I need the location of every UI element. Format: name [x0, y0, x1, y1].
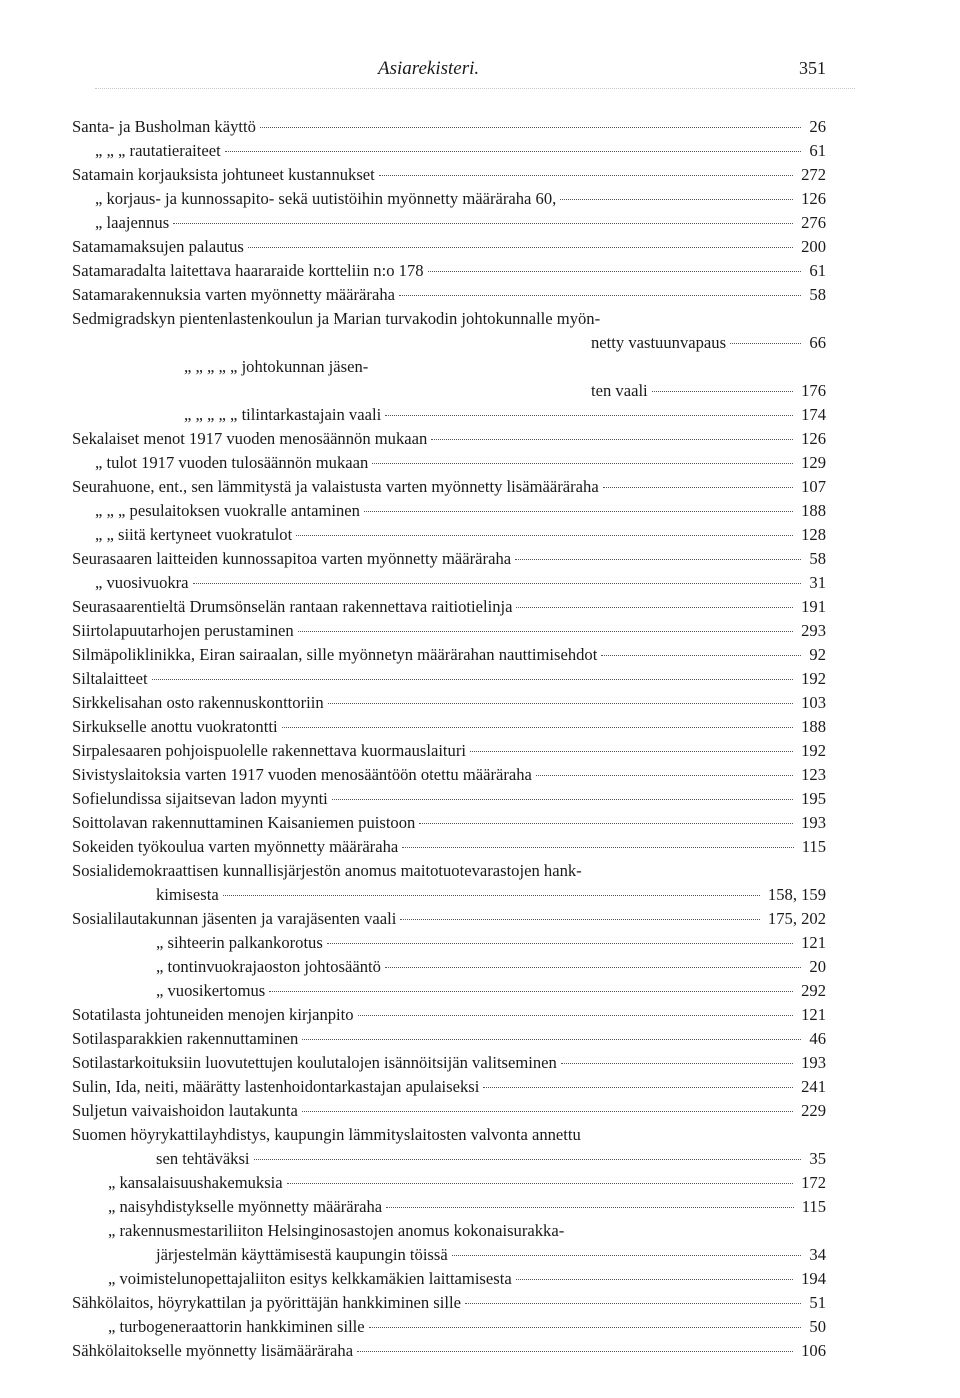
index-entry [72, 1292, 826, 1314]
index-entry [72, 908, 826, 930]
dot-leader [399, 295, 801, 296]
dot-leader [298, 631, 793, 632]
index-entry [95, 188, 826, 210]
dot-leader [470, 751, 793, 752]
index-entry [72, 1028, 826, 1050]
entry-text: Sedmigradskyn pientenlastenkoulun ja Marian turvakodin johtokunnalle myön- [72, 309, 601, 328]
index-entry [72, 716, 826, 738]
dot-leader [516, 607, 793, 608]
index-entry [95, 140, 826, 162]
index-entry [72, 1052, 826, 1074]
dot-leader [328, 703, 793, 704]
dot-leader [296, 535, 793, 536]
entry-text: Sulin, Ida, neiti, määrätty lastenhoidontarkastajan apulaiseksi [72, 1077, 480, 1096]
entry-page: 66 [809, 333, 826, 352]
entry-text: Siirtolapuutarhojen perustaminen [72, 621, 294, 640]
entry-page: 272 [801, 165, 826, 184]
entry-text: „ „ „ „ „ johtokunnan jäsen- [184, 357, 369, 376]
index-entry [72, 236, 826, 258]
dot-leader [419, 823, 793, 824]
dot-leader [536, 775, 793, 776]
entry-text: Seurasaarentieltä Drumsönselän rantaan rakennettava raitiotielinja [72, 597, 513, 616]
dot-leader [369, 1327, 802, 1328]
dot-leader [515, 559, 801, 560]
index-entry [72, 860, 826, 882]
dot-leader [364, 511, 793, 512]
entry-page: 193 [801, 813, 826, 832]
dot-leader [652, 391, 793, 392]
entry-text: Satamain korjauksista johtuneet kustannukset [72, 165, 375, 184]
dot-leader [452, 1255, 802, 1256]
dot-leader [428, 271, 802, 272]
index-entry [156, 956, 826, 978]
entry-text: Sotilasparakkien rakennuttaminen [72, 1029, 299, 1048]
entry-page: 129 [801, 453, 826, 472]
index-entry [72, 1076, 826, 1098]
entry-text: „ „ „ rautatieraiteet [95, 141, 221, 160]
entry-page: 92 [809, 645, 826, 664]
entry-text: Sotatilasta johtuneiden menojen kirjanpito [72, 1005, 354, 1024]
index-entry [72, 692, 826, 714]
entry-page: 20 [809, 957, 826, 976]
entry-page: 191 [801, 597, 826, 616]
entry-text: Santa- ja Busholman käyttö [72, 117, 256, 136]
entry-text: kimisesta [156, 885, 219, 904]
entry-text: Sähkölaitokselle myönnetty lisämääräraha [72, 1341, 354, 1360]
dot-leader [193, 583, 802, 584]
entry-page: 241 [801, 1077, 826, 1096]
entry-text: ten vaali [591, 381, 648, 400]
entry-page: 193 [801, 1053, 826, 1072]
entry-page: 106 [801, 1341, 826, 1360]
entry-page: 176 [801, 381, 826, 400]
entry-page: 292 [801, 981, 826, 1000]
entry-page: 31 [809, 573, 826, 592]
dot-leader [282, 727, 794, 728]
dot-leader [385, 967, 802, 968]
entry-page: 200 [801, 237, 826, 256]
index-entry [95, 524, 826, 546]
dot-leader [431, 439, 793, 440]
index-entry [72, 644, 826, 666]
entry-text: Soittolavan rakennuttaminen Kaisaniemen puistoon [72, 813, 416, 832]
entry-page: 103 [801, 693, 826, 712]
entry-page: 194 [801, 1269, 826, 1288]
running-title: Asiarekisteri. [378, 58, 480, 79]
index-entry [72, 1100, 826, 1122]
dot-leader [730, 343, 801, 344]
index-entry [108, 1220, 826, 1242]
dot-leader [386, 1207, 794, 1208]
index-entry [108, 1316, 826, 1338]
entry-page: 61 [809, 141, 826, 160]
dot-leader [516, 1279, 793, 1280]
entry-text: Satamarakennuksia varten myönnetty määräraha [72, 285, 395, 304]
entry-text: „ tontinvuokrajaoston johtosääntö [156, 957, 381, 976]
index-entry [156, 980, 826, 1002]
index-entry [72, 620, 826, 642]
index-entry [72, 476, 826, 498]
entry-text: „ korjaus- ja kunnossapito- sekä uutistöihin myönnetty määräraha 60, [95, 189, 557, 208]
entry-text: Sosialidemokraattisen kunnallisjärjestön anomus maitotuotevarastojen hank- [72, 861, 582, 880]
index-entry [72, 1340, 826, 1362]
index-entry [72, 764, 826, 786]
dot-leader [379, 175, 793, 176]
index-entry [184, 356, 826, 378]
index-entry [72, 596, 826, 618]
index-entry [72, 260, 826, 282]
entry-text: Suljetun vaivaishoidon lautakunta [72, 1101, 298, 1120]
entry-text: „ tulot 1917 vuoden tulosäännön mukaan [95, 453, 369, 472]
entry-text: Sotilastarkoituksiin luovutettujen koulutalojen isännöitsijän valitseminen [72, 1053, 557, 1072]
dot-leader [248, 247, 793, 248]
entry-text: Sofielundissa sijaitsevan ladon myynti [72, 789, 328, 808]
entry-text: Satamamaksujen palautus [72, 237, 244, 256]
dot-leader [358, 1015, 794, 1016]
index-entry [72, 308, 826, 330]
entry-page: 229 [801, 1101, 826, 1120]
entry-page: 58 [809, 549, 826, 568]
entry-page: 172 [801, 1173, 826, 1192]
page-header [0, 58, 960, 88]
entry-text: Sivistyslaitoksia varten 1917 vuoden menosääntöön otettu määräraha [72, 765, 532, 784]
entry-text: sen tehtäväksi [156, 1149, 250, 1168]
entry-text: „ sihteerin palkankorotus [156, 933, 323, 952]
entry-text: Sähkölaitos, höyrykattilan ja pyörittäjän hankkiminen sille [72, 1293, 461, 1312]
entry-text: Suomen höyrykattilayhdistys, kaupungin lämmityslaitosten valvonta annettu [72, 1125, 581, 1144]
entry-page: 107 [801, 477, 826, 496]
dot-leader [327, 943, 793, 944]
entry-text: „ rakennusmestariliiton Helsinginosastojen anomus kokonaisurakka- [108, 1221, 565, 1240]
entry-page: 126 [801, 429, 826, 448]
entry-page: 115 [801, 1197, 826, 1216]
entry-text: „ „ „ pesulaitoksen vuokralle antaminen [95, 501, 360, 520]
index-entry [95, 212, 826, 234]
dot-leader [260, 127, 802, 128]
index-entry [184, 404, 826, 426]
entry-page: 174 [801, 405, 826, 424]
entry-page: 192 [801, 669, 826, 688]
entry-page: 61 [809, 261, 826, 280]
entry-text: „ turbogeneraattorin hankkiminen sille [108, 1317, 365, 1336]
entry-page: 35 [809, 1149, 826, 1168]
dot-leader [400, 919, 760, 920]
dot-leader [287, 1183, 793, 1184]
entry-page: 26 [809, 117, 826, 136]
index-entry [108, 1196, 826, 1218]
dot-leader [332, 799, 793, 800]
entry-page: 128 [801, 525, 826, 544]
entry-text: netty vastuunvapaus [591, 333, 727, 352]
index-entry [72, 788, 826, 810]
index-entry [72, 668, 826, 690]
dot-leader [302, 1039, 801, 1040]
dot-leader [402, 847, 793, 848]
page-number: 351 [799, 58, 826, 78]
entry-text: „ naisyhdistykselle myönnetty määräraha [108, 1197, 383, 1216]
index-entry [591, 380, 826, 402]
dot-leader [561, 1063, 793, 1064]
entry-text: Seurahuone, ent., sen lämmitystä ja valaistusta varten myönnetty lisämääräraha [72, 477, 599, 496]
entry-page: 192 [801, 741, 826, 760]
index-entry [72, 428, 826, 450]
dot-leader [603, 487, 793, 488]
entry-page: 188 [801, 717, 826, 736]
entry-page: 293 [801, 621, 826, 640]
entry-page: 51 [809, 1293, 826, 1312]
index-entry [72, 740, 826, 762]
index-entry [95, 452, 826, 474]
entry-page: 58 [809, 285, 826, 304]
index-entry [72, 164, 826, 186]
entry-page: 126 [801, 189, 826, 208]
entry-page: 50 [809, 1317, 826, 1336]
entry-page: 115 [801, 837, 826, 856]
entry-page: 121 [801, 933, 826, 952]
entry-text: Sosialilautakunnan jäsenten ja varajäsenten vaali [72, 909, 397, 928]
entry-text: „ vuosikertomus [156, 981, 266, 1000]
entry-text: Sirkukselle anottu vuokratontti [72, 717, 278, 736]
entry-text: „ voimistelunopettajaliiton esitys kelkkamäkien laittamisesta [108, 1269, 512, 1288]
dot-leader [372, 463, 793, 464]
entry-text: Satamaradalta laitettava haararaide kortteliin n:o 178 [72, 261, 424, 280]
index-entry [156, 932, 826, 954]
entry-text: Sirkkelisahan osto rakennuskonttoriin [72, 693, 324, 712]
dot-leader [254, 1159, 802, 1160]
entry-page: 188 [801, 501, 826, 520]
entry-text: Siltalaitteet [72, 669, 148, 688]
index-entry [72, 836, 826, 858]
index-entry [156, 1244, 826, 1266]
dot-leader [173, 223, 793, 224]
dot-leader [223, 895, 760, 896]
index-entry [108, 1268, 826, 1290]
entry-page: 46 [809, 1029, 826, 1048]
header-rule [95, 88, 855, 89]
index-entry [72, 1004, 826, 1026]
dot-leader [357, 1351, 793, 1352]
dot-leader [302, 1111, 793, 1112]
dot-leader [483, 1087, 793, 1088]
entry-text: Sokeiden työkoulua varten myönnetty määräraha [72, 837, 399, 856]
dot-leader [465, 1303, 801, 1304]
dot-leader [225, 151, 802, 152]
entry-page: 121 [801, 1005, 826, 1024]
dot-leader [601, 655, 801, 656]
entry-page: 195 [801, 789, 826, 808]
entry-page: 175, 202 [767, 909, 826, 928]
index-entry [72, 1124, 826, 1146]
entry-text: „ „ siitä kertyneet vuokratulot [95, 525, 293, 544]
index-entry [72, 116, 826, 138]
entry-text: „ vuosivuokra [95, 573, 189, 592]
entry-page: 123 [801, 765, 826, 784]
entry-page: 34 [809, 1245, 826, 1264]
dot-leader [385, 415, 793, 416]
index-entry [591, 332, 826, 354]
entry-text: „ laajennus [95, 213, 170, 232]
index-entry [72, 812, 826, 834]
index-entry [72, 548, 826, 570]
entry-text: Silmäpoliklinikka, Eiran sairaalan, sille myönnetyn määrärahan nauttimisehdot [72, 645, 598, 664]
index-entry [95, 572, 826, 594]
index-entry [156, 1148, 826, 1170]
entry-text: Seurasaaren laitteiden kunnossapitoa varten myönnetty määräraha [72, 549, 512, 568]
index-entry [72, 284, 826, 306]
dot-leader [560, 199, 793, 200]
entry-text: järjestelmän käyttämisestä kaupungin töissä [156, 1245, 448, 1264]
index-entry [95, 500, 826, 522]
index-entry [156, 884, 826, 906]
dot-leader [152, 679, 794, 680]
entry-text: „ „ „ „ „ tilintarkastajain vaali [184, 405, 382, 424]
index-entry [108, 1172, 826, 1194]
entry-page: 276 [801, 213, 826, 232]
entry-text: Sekalaiset menot 1917 vuoden menosäännön mukaan [72, 429, 428, 448]
entry-text: „ kansalaisuushakemuksia [108, 1173, 283, 1192]
entry-text: Sirpalesaaren pohjoispuolelle rakennettava kuormauslaituri [72, 741, 466, 760]
entry-page: 158, 159 [767, 885, 826, 904]
dot-leader [269, 991, 793, 992]
